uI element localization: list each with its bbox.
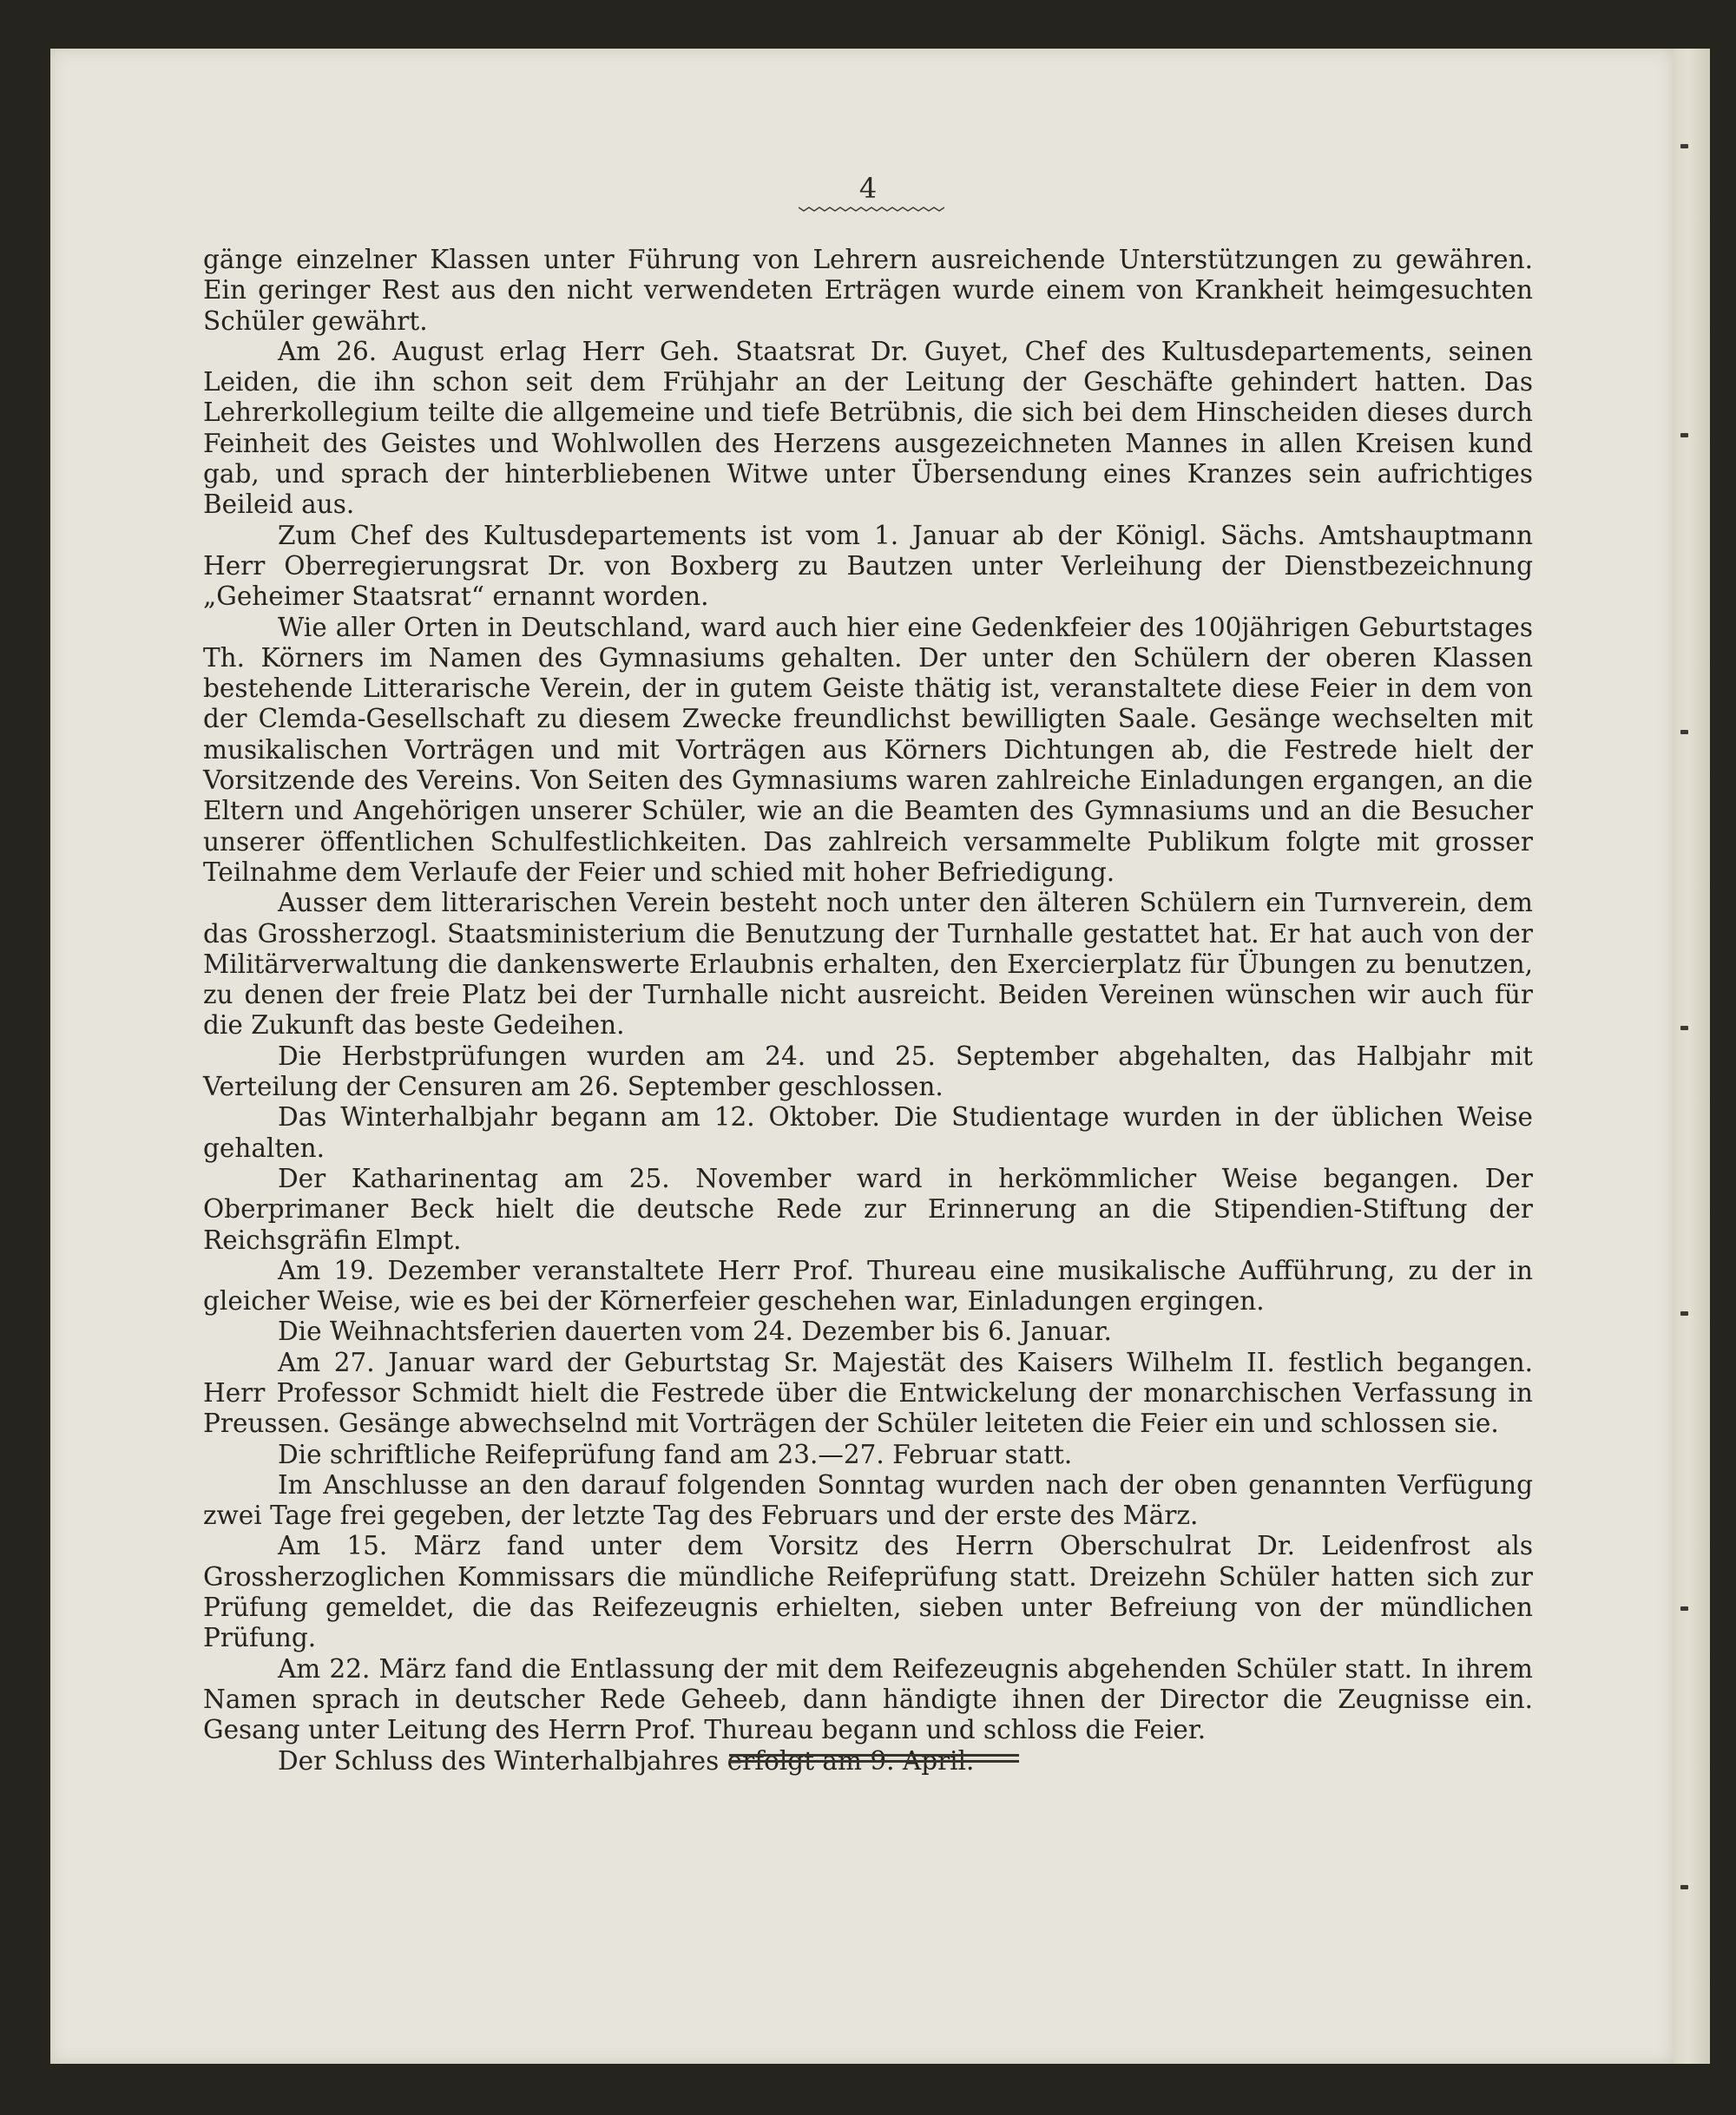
edge-mark bbox=[1680, 1311, 1688, 1316]
paragraph: Zum Chef des Kultusdepartements ist vom 1. Januar ab der Königl. Sächs. Amtshauptmann Herr Oberregierungsrat Dr. von Boxberg zu Bautzen unter Verleihung der Dienstbezeichnung „Geheimer Staatsrat“ ernannt worden. bbox=[203, 520, 1533, 612]
page-edge bbox=[1674, 49, 1710, 2064]
paragraph: gänge einzelner Klassen unter Führung von Lehrern ausreichende Unterstützungen zu gewähren. Ein geringer Rest aus den nicht verwendeten Erträgen wurde einem von Krankheit heimgesuchten Schüler gewährt. bbox=[203, 245, 1533, 336]
paragraph: Die Weihnachtsferien dauerten vom 24. Dezember bis 6. Januar. bbox=[278, 1317, 1112, 1347]
page-number: 4 bbox=[858, 172, 878, 205]
paragraph: Ausser dem litterarischen Verein besteht noch unter den älteren Schülern ein Turnverein, dem das Grossherzogl. Staatsministerium die Benutzung der Turnhalle gestattet hat. Er hat auch von der Militärverwaltung die dankenswerte Erlaubnis erhalten, den Exercierplatz für Übungen zu benutzen, zu denen der freie Platz bei der Turnhalle nicht ausreicht. Beiden Vereinen wünschen wir auch für die Zukunft das beste Gedeihen. bbox=[203, 888, 1533, 1041]
paragraph: Am 19. Dezember veranstaltete Herr Prof. Thureau eine musikalische Aufführung, zu der in gleicher Weise, wie es bei der Körnerfeier geschehen war, Einladungen ergingen. bbox=[203, 1255, 1533, 1317]
paragraph: Im Anschlusse an den darauf folgenden Sonntag wurden nach der oben genannten Verfügung zwei Tage frei gegeben, der letzte Tag des Februars und der erste des März. bbox=[203, 1469, 1533, 1531]
edge-mark bbox=[1680, 730, 1688, 734]
body-text bbox=[203, 245, 1533, 1777]
edge-mark bbox=[1680, 1885, 1688, 1889]
paragraph: Der Katharinentag am 25. November ward in herkömmlicher Weise begangen. Der Oberprimaner Beck hielt die deutsche Rede zur Erinnerung an die Stipendien-Stiftung der Reichsgräfin Elmpt. bbox=[203, 1163, 1533, 1255]
paragraph: Am 27. Januar ward der Geburtstag Sr. Majestät des Kaisers Wilhelm II. festlich begangen. Herr Professor Schmidt hielt die Festrede über die Entwickelung der monarchischen Verfassung in Preussen. Gesänge abwechselnd mit Vorträgen der Schüler leiteten die Feier ein und schlossen sie. bbox=[203, 1347, 1533, 1439]
paragraph: Die Herbstprüfungen wurden am 24. und 25. September abgehalten, das Halbjahr mit Verteilung der Censuren am 26. September geschlossen. bbox=[203, 1041, 1533, 1102]
paragraph: Die schriftliche Reifeprüfung fand am 23.—27. Februar statt. bbox=[278, 1439, 1073, 1469]
paragraph: Am 26. August erlag Herr Geh. Staatsrat Dr. Guyet, Chef des Kultusdepartements, seinen Leiden, die ihn schon seit dem Frühjahr an der Leitung der Geschäfte gehindert hatten. Das Lehrerkollegium teilte die allgemeine und tiefe Betrübnis, die sich bei dem Hinscheiden dieses durch Feinheit des Geistes und Wohlwollen des Herzens ausgezeichneten Mannes in allen Kreisen kund gab, und sprach der hinterbliebenen Witwe unter Übersendung eines Kranzes sein aufrichtiges Beileid aus. bbox=[203, 336, 1533, 520]
end-double-rule bbox=[729, 1754, 1019, 1763]
edge-mark bbox=[1680, 144, 1688, 148]
paragraph: Am 15. März fand unter dem Vorsitz des Herrn Oberschulrat Dr. Leidenfrost als Grossherzoglichen Kommissars die mündliche Reifeprüfung statt. Dreizehn Schüler hatten sich zur Prüfung gemeldet, die das Reifezeugnis erhielten, sieben unter Befreiung von der mündlichen Prüfung. bbox=[203, 1531, 1533, 1653]
paragraph: Wie aller Orten in Deutschland, ward auch hier eine Gedenkfeier des 100jährigen Geburtstages Th. Körners im Namen des Gymnasiums gehalten. Der unter den Schülern der oberen Klassen bestehende Litterarische Verein, der in gutem Geiste thätig ist, veranstaltete diese Feier in dem von der Clemda-Gesellschaft zu diesem Zwecke freundlichst bewilligten Saale. Gesänge wechselten mit musikalischen Vorträgen und mit Vorträgen aus Körners Dichtungen ab, die Festrede hielt der Vorsitzende des Vereins. Von Seiten des Gymnasiums waren zahlreiche Einladungen ergangen, an die Eltern und Angehörigen unserer Schüler, wie an die Beamten des Gymnasiums und an die Besucher unserer öffentlichen Schulfestlichkeiten. Das zahlreich versammelte Publikum folgte mit grosser Teilnahme dem Verlaufe der Feier und schied mit hoher Befriedigung. bbox=[203, 612, 1533, 887]
paragraph: Am 22. März fand die Entlassung der mit dem Reifezeugnis abgehenden Schüler statt. In ihrem Namen sprach in deutscher Rede Geheeb, dann händigte ihnen der Director die Zeugnisse ein. Gesang unter Leitung des Herrn Prof. Thureau begann und schloss die Feier. bbox=[203, 1653, 1533, 1745]
edge-mark bbox=[1680, 1026, 1688, 1030]
edge-mark bbox=[1680, 433, 1688, 437]
paragraph: Der Schluss des Winterhalbjahres erfolgt am 9. April. bbox=[278, 1745, 975, 1776]
page-number-wavy-rule bbox=[799, 207, 944, 212]
edge-mark bbox=[1680, 1606, 1688, 1611]
paragraph: Das Winterhalbjahr begann am 12. Oktober. Die Studientage wurden in der üblichen Weise gehalten. bbox=[203, 1102, 1533, 1163]
